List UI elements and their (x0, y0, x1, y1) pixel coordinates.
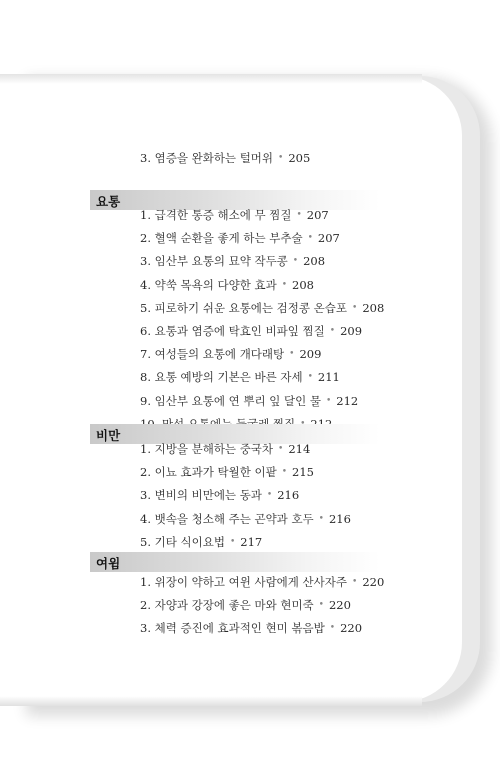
toc-entry[interactable] (140, 320, 384, 343)
toc-entry-page: 208 (303, 254, 326, 269)
leader-dot: • (266, 490, 273, 501)
toc-entry[interactable] (140, 438, 351, 461)
toc-entry[interactable] (140, 461, 351, 484)
leader-dot: • (281, 279, 287, 290)
leader-dot: • (289, 349, 295, 360)
toc-entry-text: 5. 피로하기 쉬운 요통에는 검정콩 온습포 (140, 300, 347, 315)
toc-entry-page: 217 (240, 534, 263, 549)
toc-entry-text: 3. 체력 증진에 효과적인 현미 볶음밥 (140, 621, 325, 636)
toc-entry[interactable] (140, 274, 384, 297)
toc-entry-page: 214 (288, 442, 311, 456)
toc-entry-page: 205 (288, 151, 311, 165)
leader-dot: • (281, 467, 287, 478)
section-header (90, 552, 380, 572)
toc-list (140, 438, 351, 554)
toc-entry[interactable] (140, 250, 384, 273)
section-back-pain (90, 190, 385, 408)
toc-entry-page: 220 (340, 621, 363, 636)
toc-entry-text: 2. 자양과 강장에 좋은 마와 현미죽 (140, 598, 314, 613)
toc-entry[interactable] (140, 617, 384, 640)
toc-entry[interactable] (140, 227, 384, 250)
toc-entry-page: 208 (362, 300, 385, 315)
toc-entry-page: 216 (328, 511, 351, 526)
toc-entry-page: 216 (277, 488, 300, 503)
toc-entry-text: 3. 변비의 비만에는 동과 (140, 488, 262, 503)
toc-entry-page: 211 (317, 370, 340, 385)
toc-entry-text: 1. 급격한 통증 해소에 무 찜질 (140, 208, 292, 222)
section-title: 비만 (96, 428, 121, 443)
leader-dot: • (318, 513, 324, 524)
leader-dot: • (292, 256, 299, 267)
toc-entry[interactable] (140, 508, 351, 531)
toc-entry-page: 209 (299, 347, 322, 362)
toc-entry-text: 4. 약쑥 목욕의 다양한 효과 (140, 277, 277, 292)
toc-entry-text: 5. 기타 식이요법 (140, 534, 225, 549)
toc-entry-page: 208 (292, 277, 314, 292)
toc-entry[interactable] (140, 390, 384, 413)
toc-entry-page: 220 (362, 575, 385, 589)
leader-dot: • (296, 210, 302, 220)
toc-entry[interactable] (140, 366, 384, 389)
toc-entry[interactable] (140, 297, 384, 320)
toc-entry-text: 1. 위장이 약하고 여윈 사람에게 산사자주 (140, 575, 347, 589)
toc-entry-text: 9. 임산부 요통에 연 뿌리 잎 달인 물 (140, 393, 321, 408)
toc-entry-text: 2. 혈액 순환을 좋게 하는 부추술 (140, 231, 303, 246)
toc-entry[interactable] (140, 594, 384, 617)
toc-entry[interactable] (140, 571, 384, 594)
toc-entry[interactable] (140, 343, 384, 366)
leader-dot: • (329, 623, 336, 634)
leader-dot: • (307, 372, 313, 383)
leader-dot: • (318, 600, 324, 611)
toc-entry-page: 215 (292, 465, 314, 480)
toc-entry-page: 220 (328, 598, 351, 613)
toc-entry-page: 209 (340, 323, 363, 338)
toc-entry-text: 1. 지방을 분해하는 중국차 (140, 442, 274, 456)
leader-dot: • (352, 577, 358, 587)
toc-entry-page: 207 (306, 208, 329, 222)
toc-entry[interactable] (140, 531, 351, 554)
toc-entry[interactable] (140, 484, 351, 507)
leader-dot: • (278, 153, 284, 163)
toc-entry[interactable] (140, 204, 384, 227)
toc-list (140, 204, 384, 436)
toc-entry-text: 3. 염증을 완화하는 털머위 (140, 151, 274, 165)
section-title: 여윔 (96, 556, 121, 571)
toc-entry-text: 6. 요통과 염증에 탁효인 비파잎 찜질 (140, 323, 325, 338)
leader-dot: • (352, 302, 358, 313)
section-obesity (90, 424, 380, 549)
toc-entry-page: 207 (317, 231, 340, 246)
toc-entry-text: 2. 이뇨 효과가 탁월한 이팥 (140, 465, 277, 480)
leader-dot: • (229, 536, 236, 547)
toc-entry-page: 212 (336, 393, 359, 408)
toc-entry-text: 7. 여성들의 요통에 개다래탕 (140, 347, 285, 362)
leader-dot: • (278, 444, 284, 454)
toc-entry-text: 8. 요통 예방의 기본은 바른 자세 (140, 370, 303, 385)
leader-dot: • (325, 395, 332, 406)
toc-entry-text: 3. 임산부 요통의 묘약 작두콩 (140, 254, 288, 269)
toc-list (140, 571, 384, 641)
leader-dot: • (329, 325, 336, 336)
toc-entry-top[interactable] (140, 150, 310, 166)
toc-entry-text: 4. 뱃속을 청소해 주는 곤약과 호두 (140, 511, 314, 526)
leader-dot: • (307, 233, 313, 244)
section-title: 요통 (96, 194, 121, 209)
section-thinness (90, 552, 385, 636)
